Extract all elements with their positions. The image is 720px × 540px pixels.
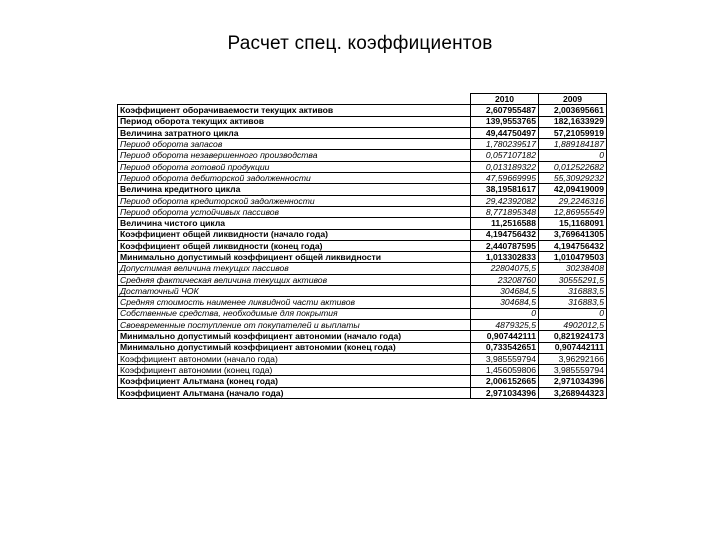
table-row xyxy=(118,331,607,342)
header-blank-cell xyxy=(118,94,471,105)
value-2010: 2,607955487 xyxy=(471,105,539,116)
table-row xyxy=(118,387,607,398)
row-label: Коэффициент оборачиваемости текущих активов xyxy=(118,105,471,116)
value-2010: 2,971034396 xyxy=(471,387,539,398)
row-label: Собственные средства, необходимые для покрытия xyxy=(118,308,471,319)
value-2010: 1,013302833 xyxy=(471,252,539,263)
row-label: Период оборота запасов xyxy=(118,139,471,150)
value-2010: 304684,5 xyxy=(471,286,539,297)
value-2010: 0,733542651 xyxy=(471,342,539,353)
table-row xyxy=(118,252,607,263)
value-2009: 3,96292166 xyxy=(539,353,607,364)
row-label: Величина чистого цикла xyxy=(118,218,471,229)
value-2010: 47,59669995 xyxy=(471,173,539,184)
column-header-2009: 2009 xyxy=(539,94,607,105)
value-2010: 1,456059806 xyxy=(471,365,539,376)
value-2009: 3,769641305 xyxy=(539,229,607,240)
value-2009: 4902012,5 xyxy=(539,319,607,330)
table-body xyxy=(118,105,607,399)
value-2010: 4879325,5 xyxy=(471,319,539,330)
value-2009: 4,194756432 xyxy=(539,240,607,251)
row-label: Коэффициент автономии (начало года) xyxy=(118,353,471,364)
row-label: Коэффициент общей ликвидности (конец года) xyxy=(118,240,471,251)
value-2010: 8,771895348 xyxy=(471,206,539,217)
column-header-2010: 2010 xyxy=(471,94,539,105)
value-2009: 30238408 xyxy=(539,263,607,274)
value-2009: 12,86955549 xyxy=(539,206,607,217)
table-row xyxy=(118,240,607,251)
row-label: Период оборота устойчивых пассивов xyxy=(118,206,471,217)
value-2009: 2,971034396 xyxy=(539,376,607,387)
table-row xyxy=(118,105,607,116)
table-row xyxy=(118,195,607,206)
value-2009: 55,30929232 xyxy=(539,173,607,184)
table-row xyxy=(118,342,607,353)
row-label: Коэффициент Альтмана (начало года) xyxy=(118,387,471,398)
row-label: Величина кредитного цикла xyxy=(118,184,471,195)
table-row xyxy=(118,376,607,387)
table-header-row xyxy=(118,94,607,105)
value-2009: 1,889184187 xyxy=(539,139,607,150)
value-2009: 0,821924173 xyxy=(539,331,607,342)
value-2009: 316883,5 xyxy=(539,297,607,308)
row-label: Минимально допустимый коэффициент автономии (конец года) xyxy=(118,342,471,353)
value-2010: 23208760 xyxy=(471,274,539,285)
table-row xyxy=(118,308,607,319)
table-row xyxy=(118,184,607,195)
table-row xyxy=(118,263,607,274)
table-row xyxy=(118,365,607,376)
value-2010: 139,9553765 xyxy=(471,116,539,127)
value-2009: 30555291,5 xyxy=(539,274,607,285)
row-label: Период оборота дебиторской задолженности xyxy=(118,173,471,184)
row-label: Коэффициент общей ликвидности (начало года) xyxy=(118,229,471,240)
value-2009: 29,2246316 xyxy=(539,195,607,206)
value-2010: 22804075,5 xyxy=(471,263,539,274)
row-label: Средняя фактическая величина текущих активов xyxy=(118,274,471,285)
value-2010: 0,057107182 xyxy=(471,150,539,161)
value-2010: 0 xyxy=(471,308,539,319)
value-2009: 2,003695661 xyxy=(539,105,607,116)
value-2009: 0 xyxy=(539,150,607,161)
table-row xyxy=(118,286,607,297)
value-2010: 29,42392082 xyxy=(471,195,539,206)
value-2010: 49,44750497 xyxy=(471,127,539,138)
row-label: Коэффициент автономии (конец года) xyxy=(118,365,471,376)
value-2010: 2,006152665 xyxy=(471,376,539,387)
value-2010: 1,780239517 xyxy=(471,139,539,150)
table-row xyxy=(118,127,607,138)
table-row xyxy=(118,150,607,161)
value-2009: 57,21059919 xyxy=(539,127,607,138)
value-2009: 15,1168091 xyxy=(539,218,607,229)
coefficients-table-wrapper xyxy=(117,93,606,399)
value-2010: 38,19581617 xyxy=(471,184,539,195)
slide-title: Расчет спец. коэффициентов xyxy=(227,33,493,54)
row-label: Период оборота текущих активов xyxy=(118,116,471,127)
value-2009: 0,907442111 xyxy=(539,342,607,353)
row-label: Период оборота незавершенного производства xyxy=(118,150,471,161)
value-2009: 3,268944323 xyxy=(539,387,607,398)
value-2009: 1,010479503 xyxy=(539,252,607,263)
table-row xyxy=(118,297,607,308)
value-2010: 0,013189322 xyxy=(471,161,539,172)
row-label: Достаточный ЧОК xyxy=(118,286,471,297)
table-row xyxy=(118,274,607,285)
table-row xyxy=(118,218,607,229)
value-2010: 3,985559794 xyxy=(471,353,539,364)
table-row xyxy=(118,319,607,330)
table-row xyxy=(118,206,607,217)
row-label: Минимально допустимый коэффициент автономии (начало года) xyxy=(118,331,471,342)
value-2009: 0,012522682 xyxy=(539,161,607,172)
table-row xyxy=(118,116,607,127)
row-label: Период оборота готовой продукции xyxy=(118,161,471,172)
row-label: Своевременные поступление от покупателей и выплаты xyxy=(118,319,471,330)
table-row xyxy=(118,353,607,364)
table-row xyxy=(118,173,607,184)
row-label: Минимально допустимый коэффициент общей ликвидности xyxy=(118,252,471,263)
value-2009: 3,985559794 xyxy=(539,365,607,376)
value-2009: 182,1633929 xyxy=(539,116,607,127)
row-label: Средняя стоимость наименее ликвидной части активов xyxy=(118,297,471,308)
table-row xyxy=(118,139,607,150)
value-2010: 2,440787595 xyxy=(471,240,539,251)
table-row xyxy=(118,161,607,172)
row-label: Коэффициент Альтмана (конец года) xyxy=(118,376,471,387)
value-2009: 316883,5 xyxy=(539,286,607,297)
value-2010: 0,907442111 xyxy=(471,331,539,342)
row-label: Величина затратного цикла xyxy=(118,127,471,138)
row-label: Допустимая величина текущих пассивов xyxy=(118,263,471,274)
table-row xyxy=(118,229,607,240)
value-2009: 0 xyxy=(539,308,607,319)
value-2009: 42,09419009 xyxy=(539,184,607,195)
value-2010: 304684,5 xyxy=(471,297,539,308)
value-2010: 11,2516588 xyxy=(471,218,539,229)
value-2010: 4,194756432 xyxy=(471,229,539,240)
row-label: Период оборота кредиторской задолженности xyxy=(118,195,471,206)
coefficients-table xyxy=(117,93,607,399)
